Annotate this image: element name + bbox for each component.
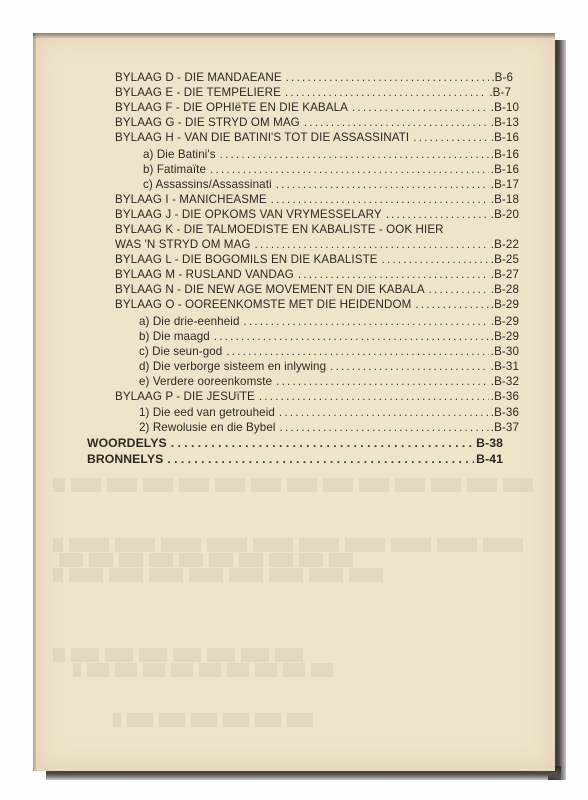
- dot-leader: [220, 148, 489, 162]
- toc-entry-title: BYLAAG J - DIE OPKOMS VAN VRYMESSELARY: [115, 208, 382, 221]
- toc-entry: [139, 345, 519, 359]
- bleed-through: [53, 568, 383, 582]
- toc-entry-page: .B-16: [490, 148, 519, 161]
- toc-entry: [143, 163, 519, 177]
- toc-entry-title: b) Fatimaïte: [143, 163, 207, 176]
- toc-entry: [115, 253, 519, 267]
- bleed-through: [73, 663, 333, 677]
- toc-entry: [115, 283, 519, 297]
- dot-leader: [214, 330, 489, 344]
- toc-entry: [139, 406, 519, 420]
- book-page: [33, 33, 555, 771]
- dot-leader: [279, 406, 489, 420]
- toc-entry: [115, 223, 519, 237]
- toc-entry-page: .B-18: [490, 193, 519, 206]
- toc-entry: [115, 71, 513, 85]
- toc-entry-page: .B-36: [490, 390, 519, 403]
- toc-entry-page: .B-28: [490, 283, 519, 296]
- dot-leader: [210, 163, 489, 177]
- toc-entry-title: BYLAAG D - DIE MANDAEANE: [115, 71, 282, 84]
- toc-entry-title: BYLAAG G - DIE STRYD OM MAG: [115, 116, 300, 129]
- toc-entry-page: .B-29: [490, 315, 519, 328]
- toc-entry-title: a) Die drie-eenheid: [139, 315, 240, 328]
- toc-entry-page: .B-27: [490, 268, 519, 281]
- bleed-through: [53, 553, 353, 567]
- dot-leader: [413, 131, 489, 145]
- toc-entry: [139, 421, 519, 435]
- toc-entry-page: .B-10: [490, 101, 519, 114]
- dot-leader: [352, 101, 489, 115]
- toc-entry-title: d) Die verborge sisteem en inlywing: [139, 360, 327, 373]
- toc-entry-title: 2) Rewolusie en die Bybel: [139, 421, 276, 434]
- toc-entry: [115, 116, 519, 130]
- toc-entry-title: BYLAAG F - DIE OPHIëTE EN DIE KABALA: [115, 101, 348, 114]
- toc-entry: [115, 86, 511, 100]
- toc-entry-title: b) Die maagd: [139, 330, 210, 343]
- toc-entry-title: a) Die Batini's: [143, 148, 216, 161]
- toc-entry-page: .B-29: [490, 298, 519, 311]
- page-edge-shade: [33, 33, 37, 771]
- toc-entry: [139, 360, 519, 374]
- toc-entry: [115, 101, 519, 115]
- bleed-through: [53, 648, 303, 662]
- page-edge-shade: [33, 33, 555, 39]
- bleed-through: [53, 478, 533, 492]
- toc-entry-title: BYLAAG P - DIE JESUïTE: [115, 390, 255, 403]
- dot-leader: [255, 238, 489, 252]
- toc-entry: [139, 375, 519, 389]
- toc-entry: [143, 148, 519, 162]
- toc-entry-page: B-38: [476, 436, 503, 450]
- toc-entry-title: BYLAAG H - VAN DIE BATINI'S TOT DIE ASSASSINATI: [115, 131, 410, 144]
- toc-entry-bibliography: [87, 452, 503, 466]
- toc-entry-page: .B-16: [490, 131, 519, 144]
- dot-leader: [244, 315, 489, 329]
- dot-leader: [330, 360, 489, 374]
- toc-entry-title: BYLAAG N - DIE NEW AGE MOVEMENT EN DIE KABALA: [115, 283, 425, 296]
- toc-entry-page: .B-22: [490, 238, 519, 251]
- dot-leader: [298, 268, 489, 282]
- toc-entry: [143, 178, 519, 192]
- toc-entry-page: .B-31: [490, 360, 519, 373]
- toc-entry-page: .B-32: [490, 375, 519, 388]
- toc-entry-title: 1) Die eed van getrouheid: [139, 406, 275, 419]
- toc-entry: [115, 193, 519, 207]
- toc-entry: [115, 298, 519, 312]
- toc-entry-page: .B-6: [491, 71, 513, 84]
- toc-entry-title: BYLAAG I - MANICHEASME: [115, 193, 267, 206]
- toc-entry: [115, 268, 519, 282]
- toc-entry-page: .B-36: [490, 406, 519, 419]
- toc-entry-title: c) Die seun-god: [139, 345, 223, 358]
- toc-entry-title: BYLAAG M - RUSLAND VANDAG: [115, 268, 294, 281]
- dot-leader: [386, 208, 489, 222]
- dot-leader: [271, 193, 489, 207]
- dot-leader: [280, 421, 489, 435]
- toc-entry: [115, 390, 519, 404]
- toc-entry-title: c) Assassins/Assassinati: [143, 178, 272, 191]
- toc-entry-page: .B-37: [490, 421, 519, 434]
- toc-entry-title: BYLAAG L - DIE BOGOMILS EN DIE KABALISTE: [115, 253, 378, 266]
- dot-leader: [226, 345, 488, 359]
- toc-entry-title: e) Verdere ooreenkomste: [139, 375, 273, 388]
- toc-entry-title: WOORDELYS: [87, 436, 167, 450]
- bleed-through: [53, 538, 523, 552]
- toc-entry: [139, 330, 519, 344]
- dot-leader: [259, 390, 489, 404]
- toc-entry-page: .B-25: [490, 253, 519, 266]
- toc-entry: [139, 315, 519, 329]
- dot-leader: [429, 283, 489, 297]
- toc-entry-page: .B-17: [490, 178, 519, 191]
- toc-entry: [115, 238, 519, 252]
- toc-entry-page: .B-20: [490, 208, 519, 221]
- dot-leader: [285, 86, 487, 100]
- toc-entry-title: BYLAAG O - OOREENKOMSTE MET DIE HEIDENDOM: [115, 298, 412, 311]
- dot-leader: [286, 71, 490, 85]
- toc-entry-page: .B-16: [490, 163, 519, 176]
- dot-leader: [276, 375, 489, 389]
- dot-leader: [171, 436, 474, 450]
- toc-entry-page: .B-30: [490, 345, 519, 358]
- dot-leader: [276, 178, 489, 192]
- dot-leader: [415, 298, 488, 312]
- toc-entry-page: .B-29: [490, 330, 519, 343]
- toc-entry-page: .B-7: [489, 86, 511, 99]
- toc-entry-title: WAS 'N STRYD OM MAG: [115, 238, 251, 251]
- toc-entry-title: BYLAAG E - DIE TEMPELIERE: [115, 86, 281, 99]
- toc-entry-title: BRONNELYS: [87, 452, 164, 466]
- toc-entry: [115, 131, 519, 145]
- toc-entry: [115, 208, 519, 222]
- dot-leader: [382, 253, 489, 267]
- dot-leader: [304, 116, 489, 130]
- toc-entry-page: .B-13: [490, 116, 519, 129]
- bleed-through: [113, 713, 313, 727]
- dot-leader: [167, 452, 474, 466]
- toc-entry-page: B-41: [476, 452, 503, 466]
- toc-entry-title: BYLAAG K - DIE TALMOEDISTE EN KABALISTE - OOK HIER: [115, 223, 444, 236]
- toc-entry-glossary: [87, 436, 503, 450]
